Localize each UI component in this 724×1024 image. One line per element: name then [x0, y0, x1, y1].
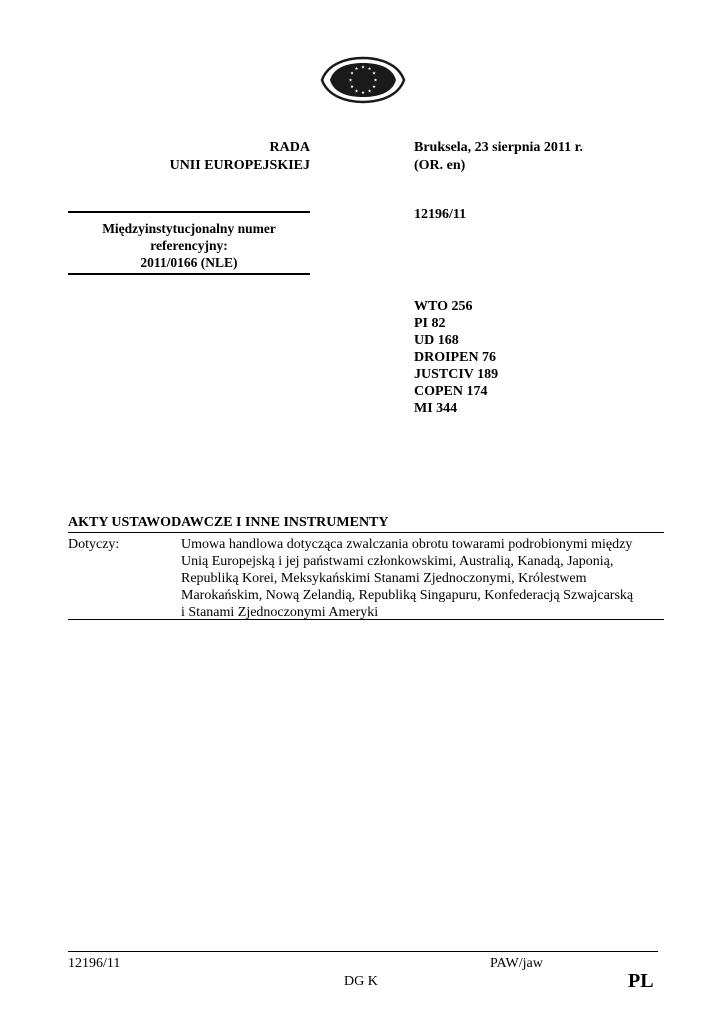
subject-line: Umowa handlowa dotycząca zwalczania obrotu towarami podrobionymi między	[181, 537, 633, 552]
place-date-block	[414, 139, 694, 175]
svg-text:★: ★	[367, 67, 372, 72]
eu-council-emblem-icon	[318, 55, 408, 105]
svg-text:★: ★	[349, 71, 355, 77]
svg-text:★: ★	[371, 71, 377, 77]
subject-line: i Stanami Zjednoczonymi Ameryki	[181, 605, 379, 620]
svg-text:★: ★	[360, 65, 366, 71]
code-item: DROIPEN 76	[414, 350, 497, 365]
code-item: PI 82	[414, 316, 446, 331]
reference-line-3: 2011/0166 (NLE)	[140, 255, 238, 270]
footer-author: PAW/jaw	[490, 956, 543, 971]
reference-top-rule	[68, 211, 310, 213]
svg-text:★: ★	[349, 85, 355, 90]
council-logo	[318, 55, 408, 105]
code-item: JUSTCIV 189	[414, 367, 499, 382]
council-name-line-1: RADA	[269, 140, 310, 155]
svg-text:★: ★	[373, 78, 378, 84]
reference-bottom-rule	[68, 273, 310, 275]
interinstitutional-reference	[68, 220, 310, 271]
place-date: Bruksela, 23 sierpnia 2011 r.	[414, 140, 584, 155]
svg-text:★: ★	[360, 91, 366, 96]
section-title: AKTY USTAWODAWCZE I INNE INSTRUMENTY	[68, 515, 389, 530]
code-item: COPEN 174	[414, 384, 488, 399]
subject-line: Unią Europejską i jej państwami członkowskimi, Australią, Kanadą, Japonią,	[181, 554, 614, 569]
reference-line-1: Międzyinstytucjonalny numer	[102, 221, 276, 236]
code-item: UD 168	[414, 333, 459, 348]
subject-text	[181, 536, 661, 621]
original-language: (OR. en)	[414, 158, 466, 173]
footer-directorate: DG K	[344, 974, 378, 989]
svg-text:★: ★	[354, 67, 359, 72]
classification-codes	[414, 298, 498, 417]
svg-text:★: ★	[367, 89, 372, 95]
footer-rule	[68, 951, 658, 952]
svg-text:★: ★	[354, 89, 359, 95]
footer-document-number: 12196/11	[68, 956, 121, 971]
council-name-line-2: UNII EUROPEJSKIEJ	[169, 158, 310, 173]
code-item: WTO 256	[414, 299, 473, 314]
subject-line: Marokańskim, Nową Zelandią, Republiką Singapuru, Konfederacją Szwajcarską	[181, 588, 634, 603]
council-name	[68, 139, 310, 175]
reference-line-2: referencyjny:	[150, 238, 228, 253]
subject-bottom-rule	[68, 619, 664, 620]
subject-label: Dotyczy:	[68, 537, 120, 552]
footer-language-code: PL	[628, 970, 654, 992]
svg-text:★: ★	[371, 85, 377, 90]
svg-text:★: ★	[348, 78, 353, 84]
subject-line: Republiką Korei, Meksykańskimi Stanami Zjednoczonymi, Królestwem	[181, 571, 587, 586]
code-item: MI 344	[414, 401, 458, 416]
document-number: 12196/11	[414, 207, 467, 222]
subject-top-rule	[68, 532, 664, 533]
